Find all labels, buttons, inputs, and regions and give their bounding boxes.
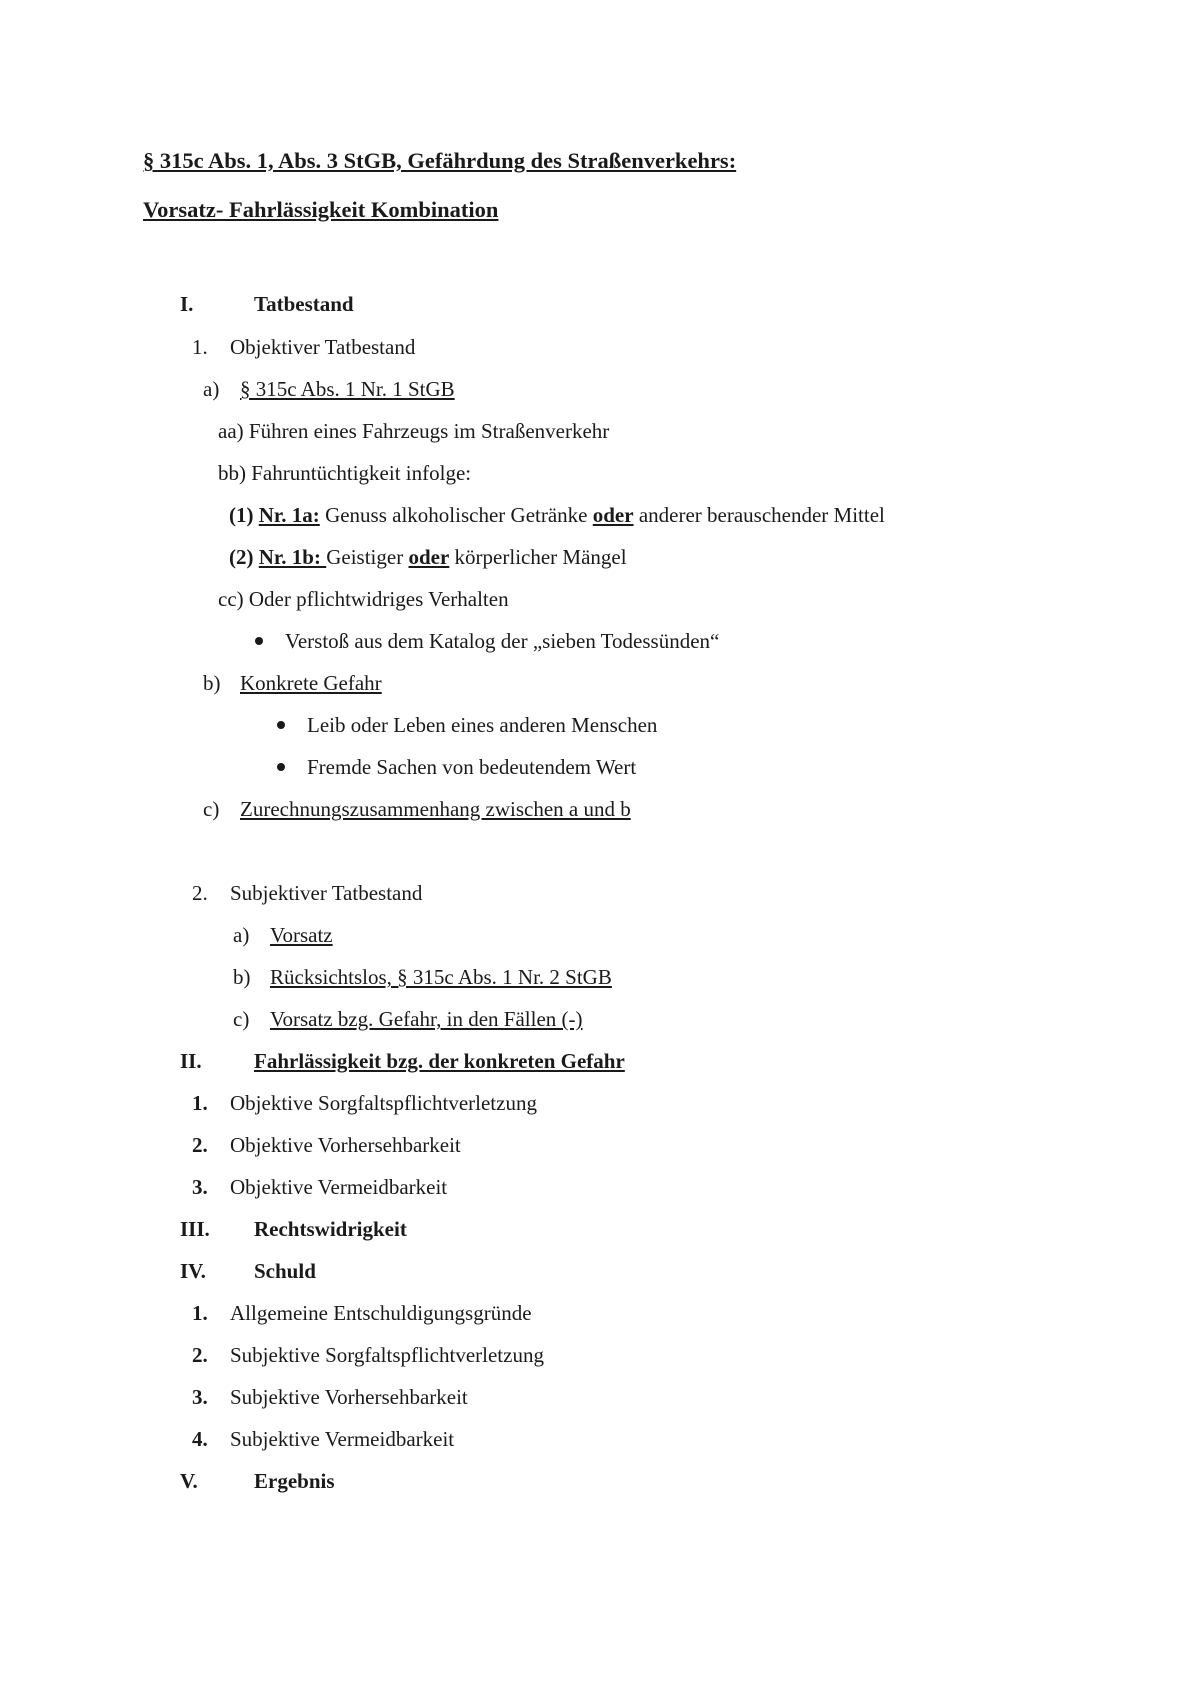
list-label: Subjektiver Tatbestand — [230, 881, 423, 905]
list-item-subjektive-sorgfalt — [192, 1341, 544, 1369]
list-number: 2. — [192, 1343, 208, 1367]
list-number: 2. — [192, 881, 208, 905]
list-number: 3. — [192, 1385, 208, 1409]
list-item-aa: aa) Führen eines Fahrzeugs im Straßenverkehr — [218, 419, 610, 443]
list-letter: a) — [233, 923, 250, 947]
section-number: IV. — [180, 1259, 206, 1283]
section-label: Fahrlässigkeit bzg. der konkreten Gefahr — [254, 1049, 625, 1073]
section-heading-schuld — [180, 1257, 316, 1285]
list-number: 4. — [192, 1427, 208, 1451]
section-label: Tatbestand — [254, 292, 354, 316]
list-item-konkrete-gefahr — [203, 669, 382, 697]
list-item-subjektive-vorhersehbarkeit — [192, 1383, 468, 1411]
list-item-bb: bb) Fahruntüchtigkeit infolge: — [218, 461, 472, 485]
item-paren-number: (1) — [229, 503, 254, 527]
list-label: Konkrete Gefahr — [240, 671, 382, 695]
section-label: Ergebnis — [254, 1469, 335, 1493]
bullet-item-todessuenden — [255, 627, 719, 655]
bullet-label: Verstoß aus dem Katalog der „sieben Todessünden“ — [285, 629, 720, 653]
item-paren-number: (2) — [229, 545, 254, 569]
item-text: Geistiger — [326, 545, 409, 569]
section-heading-ergebnis — [180, 1467, 335, 1495]
list-item-subjektive-vermeidbarkeit — [192, 1425, 454, 1453]
section-heading-fahrlaessigkeit — [180, 1047, 625, 1075]
list-label: Vorsatz — [270, 923, 333, 947]
list-item-nr-1b — [229, 543, 627, 571]
list-item-vorsatz-gefahr — [233, 1005, 583, 1033]
item-key: Nr. 1a: — [258, 503, 320, 527]
item-oder: oder — [408, 545, 450, 569]
list-label: Objektiver Tatbestand — [230, 335, 416, 359]
list-label: Objektive Sorgfaltspflichtverletzung — [230, 1091, 537, 1115]
list-label: Subjektive Vermeidbarkeit — [230, 1427, 455, 1451]
list-item-vorsatz — [233, 921, 333, 949]
list-label: Vorsatz bzg. Gefahr, in den Fällen (-) — [270, 1007, 583, 1031]
list-label: Rücksichtslos, § 315c Abs. 1 Nr. 2 StGB — [270, 965, 612, 989]
list-item-objektiver-tatbestand — [192, 333, 415, 361]
list-letter: b) — [203, 671, 221, 695]
item-text-2: anderer berauschender Mittel — [633, 503, 885, 527]
section-number: V. — [180, 1469, 198, 1493]
bullet-icon — [277, 721, 285, 729]
list-label: § 315c Abs. 1 Nr. 1 StGB — [240, 377, 455, 401]
list-letter: b) — [233, 965, 251, 989]
list-item-subjektiver-tatbestand — [192, 879, 422, 907]
list-letter: a) — [203, 377, 220, 401]
list-label: Zurechnungszusammenhang zwischen a und b — [240, 797, 631, 821]
section-number: II. — [180, 1049, 202, 1073]
list-item-objektive-vorhersehbarkeit — [192, 1131, 461, 1159]
list-item-nr-1a — [229, 501, 885, 529]
section-number: III. — [180, 1217, 210, 1241]
list-number: 2. — [192, 1133, 208, 1157]
document-title-line-1: § 315c Abs. 1, Abs. 3 StGB, Gefährdung des Straßenverkehrs: — [143, 148, 737, 173]
document-title-line-2: Vorsatz- Fahrlässigkeit Kombination — [143, 197, 499, 222]
list-label: Subjektive Vorhersehbarkeit — [230, 1385, 468, 1409]
list-number: 1. — [192, 1091, 208, 1115]
section-heading-rechtswidrigkeit — [180, 1215, 407, 1243]
list-item-ruecksichtslos — [233, 963, 612, 991]
list-label: Objektive Vermeidbarkeit — [230, 1175, 448, 1199]
list-letter: c) — [233, 1007, 250, 1031]
list-number: 1. — [192, 335, 208, 359]
bullet-label: Leib oder Leben eines anderen Menschen — [307, 713, 658, 737]
list-item-objektive-vermeidbarkeit — [192, 1173, 447, 1201]
list-item-zurechnungszusammenhang — [203, 795, 631, 823]
list-item-315c-nr1 — [203, 375, 455, 403]
list-label: Objektive Vorhersehbarkeit — [230, 1133, 461, 1157]
section-label: Schuld — [254, 1259, 316, 1283]
list-item-objektive-sorgfalt — [192, 1089, 537, 1117]
item-oder: oder — [592, 503, 634, 527]
list-item-entschuldigungsgruende — [192, 1299, 532, 1327]
bullet-item-fremde-sachen — [277, 753, 636, 781]
section-number: I. — [180, 292, 194, 316]
list-item-cc: cc) Oder pflichtwidriges Verhalten — [218, 587, 509, 611]
list-number: 3. — [192, 1175, 208, 1199]
list-number: 1. — [192, 1301, 208, 1325]
list-label: Subjektive Sorgfaltspflichtverletzung — [230, 1343, 544, 1367]
list-label: Allgemeine Entschuldigungsgründe — [230, 1301, 532, 1325]
bullet-item-leib-leben — [277, 711, 657, 739]
bullet-icon — [277, 763, 285, 771]
bullet-label: Fremde Sachen von bedeutendem Wert — [307, 755, 637, 779]
section-label: Rechtswidrigkeit — [254, 1217, 407, 1241]
bullet-icon — [255, 637, 263, 645]
item-key: Nr. 1b: — [258, 545, 327, 569]
item-text-2: körperlicher Mängel — [449, 545, 627, 569]
item-text: Genuss alkoholischer Getränke — [319, 503, 593, 527]
section-heading-tatbestand — [180, 290, 354, 318]
list-letter: c) — [203, 797, 220, 821]
